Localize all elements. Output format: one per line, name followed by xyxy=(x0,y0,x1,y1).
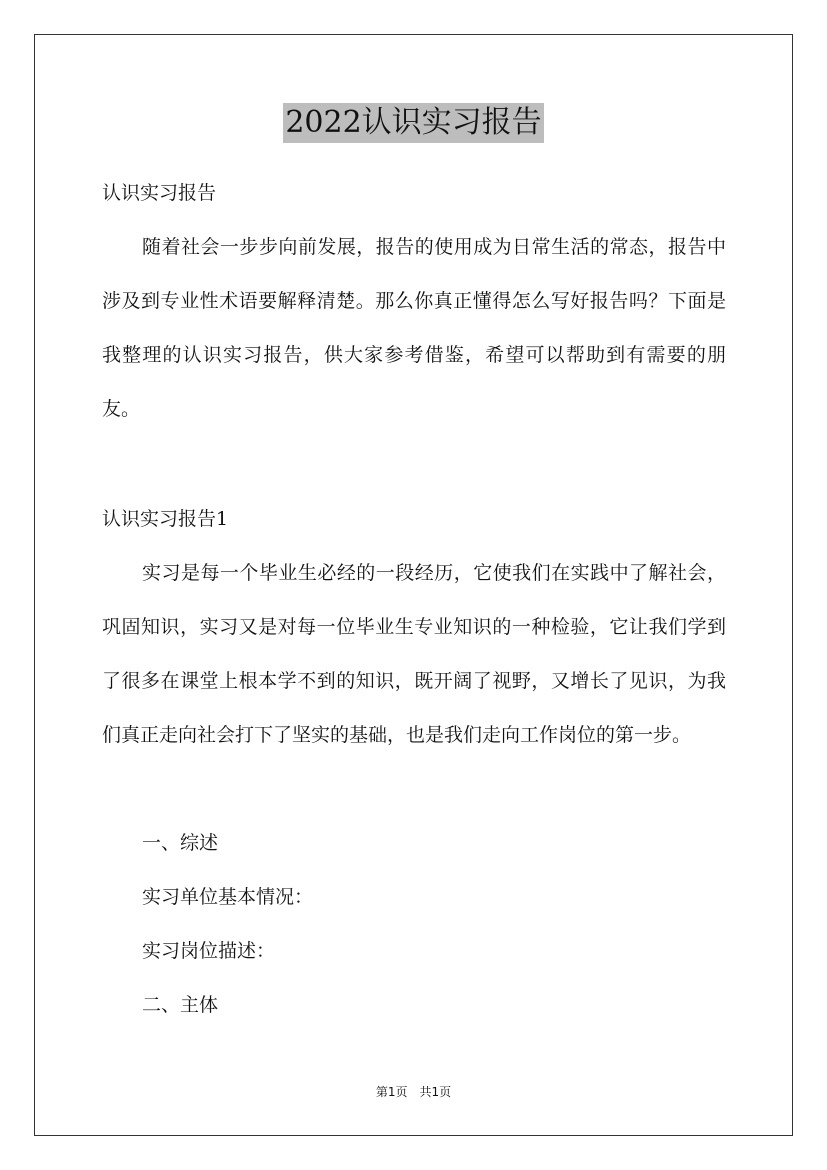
document-title-wrap xyxy=(0,102,827,143)
intro-paragraph: 随着社会一步步向前发展，报告的使用成为日常生活的常态，报告中涉及到专业性术语要解释清楚。那么你真正懂得怎么写好报告吗？下面是我整理的认识实习报告，供大家参考借鉴，希望可以帮助到有需要的朋友。 xyxy=(102,236,726,420)
outline-item-main: 二、主体 xyxy=(142,994,219,1016)
body-paragraph: 实习是每一个毕业生必经的一段经历，它使我们在实践中了解社会，巩固知识，实习又是对每一位毕业生专业知识的一种检验，它让我们学到了很多在课堂上根本学不到的知识，既开阔了视野，又增长了见识，为我们真正走向社会打下了坚实的基础，也是我们走向工作岗位的第一步。 xyxy=(102,562,726,746)
page-number: 第1页 xyxy=(375,1085,408,1099)
document-subtitle: 认识实习报告 xyxy=(102,182,217,204)
page-count: 共1页 xyxy=(419,1085,452,1099)
outline-item-summary: 一、综述 xyxy=(142,832,219,854)
outline-item-unit-info: 实习单位基本情况： xyxy=(142,886,314,908)
section-heading: 认识实习报告1 xyxy=(102,508,229,530)
document-title: 2022认识实习报告 xyxy=(283,103,543,143)
outline-item-position: 实习岗位描述： xyxy=(142,940,276,962)
page-footer xyxy=(0,1084,827,1100)
